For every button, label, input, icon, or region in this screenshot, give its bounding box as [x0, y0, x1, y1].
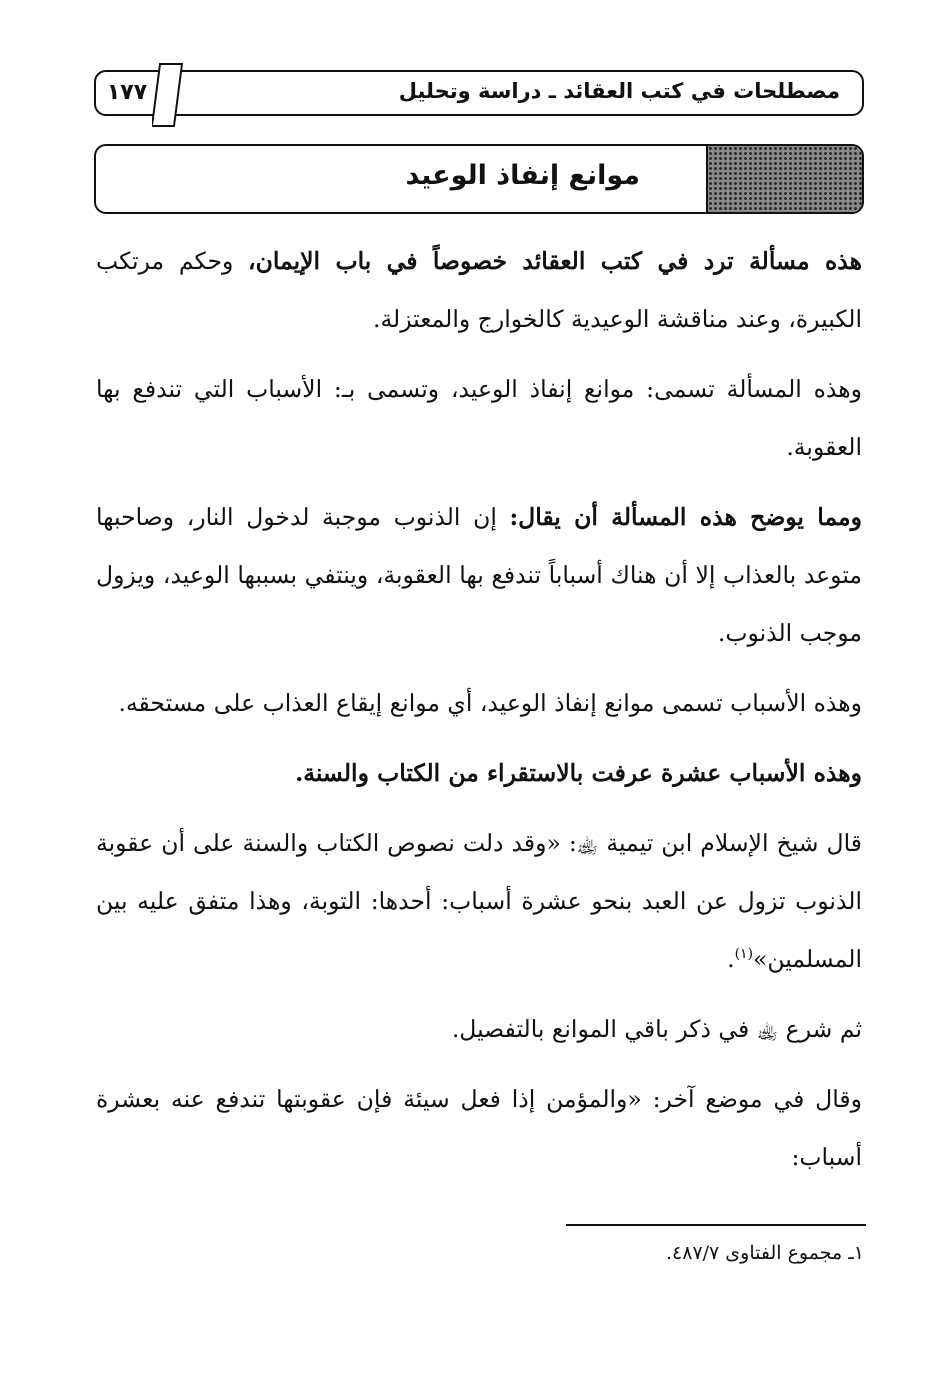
paragraph-6-body: قال شيخ الإسلام ابن تيمية ﵀: «وقد دلت نصوص الكتاب والسنة على أن عقوبة الذنوب تزول عن العبد بنحو عشرة أسباب: أحدها: التوبة، وهذا متفق عليه بين المسلمين» [96, 829, 862, 973]
footnote-divider [566, 1224, 866, 1226]
page-tab-ornament [152, 62, 184, 128]
section-title: موانع إنفاذ الوعيد [405, 160, 640, 191]
paragraph-7: ثم شرع ﵀ في ذكر باقي الموانع بالتفصيل. [451, 1015, 862, 1043]
paragraph-4: وهذه الأسباب تسمى موانع إنفاذ الوعيد، أي موانع إيقاع العذاب على مستحقه. [118, 689, 862, 717]
paragraph-6 [96, 814, 862, 988]
running-header [94, 70, 864, 116]
paragraph-5: وهذه الأسباب عشرة عرفت بالاستقراء من الكتاب والسنة. [295, 759, 862, 787]
paragraph-1-body: وحكم مرتكب الكبيرة، وعند مناقشة الوعيدية كالخوارج والمعتزلة. [96, 247, 862, 333]
paragraph-8: وقال في موضع آخر: «والمؤمن إذا فعل سيئة فإن عقوبتها تندفع عنه بعشرة أسباب: [96, 1085, 862, 1171]
page-number: ١٧٧ [106, 80, 148, 105]
footnote-reference[interactable]: (١) [734, 946, 754, 963]
book-title: مصطلحات في كتب العقائد ـ دراسة وتحليل [398, 79, 840, 103]
body-text [96, 232, 862, 1198]
paragraph-1-lead: هذه مسألة ترد في كتب العقائد خصوصاً في باب الإيمان، [248, 247, 862, 275]
paragraph-3-body: إن الذنوب موجبة لدخول النار، وصاحبها متوعد بالعذاب إلا أن هناك أسباباً تندفع بها العقوبة، وينتفي بسببها الوعيد، ويزول موجب الذنوب. [96, 503, 862, 647]
paragraph-1 [96, 232, 862, 348]
paragraph-3 [96, 488, 862, 662]
section-heading-box [94, 144, 864, 214]
footnote: ١ـ مجموع الفتاوى ٤٨٧/٧. [665, 1242, 864, 1264]
paragraph-3-lead: ومما يوضح هذه المسألة أن يقال: [509, 503, 862, 531]
paragraph-6-end: . [727, 945, 735, 973]
paragraph-2: وهذه المسألة تسمى: موانع إنفاذ الوعيد، وتسمى بـ: الأسباب التي تندفع بها العقوبة. [96, 375, 862, 461]
decorative-pattern [706, 146, 862, 212]
